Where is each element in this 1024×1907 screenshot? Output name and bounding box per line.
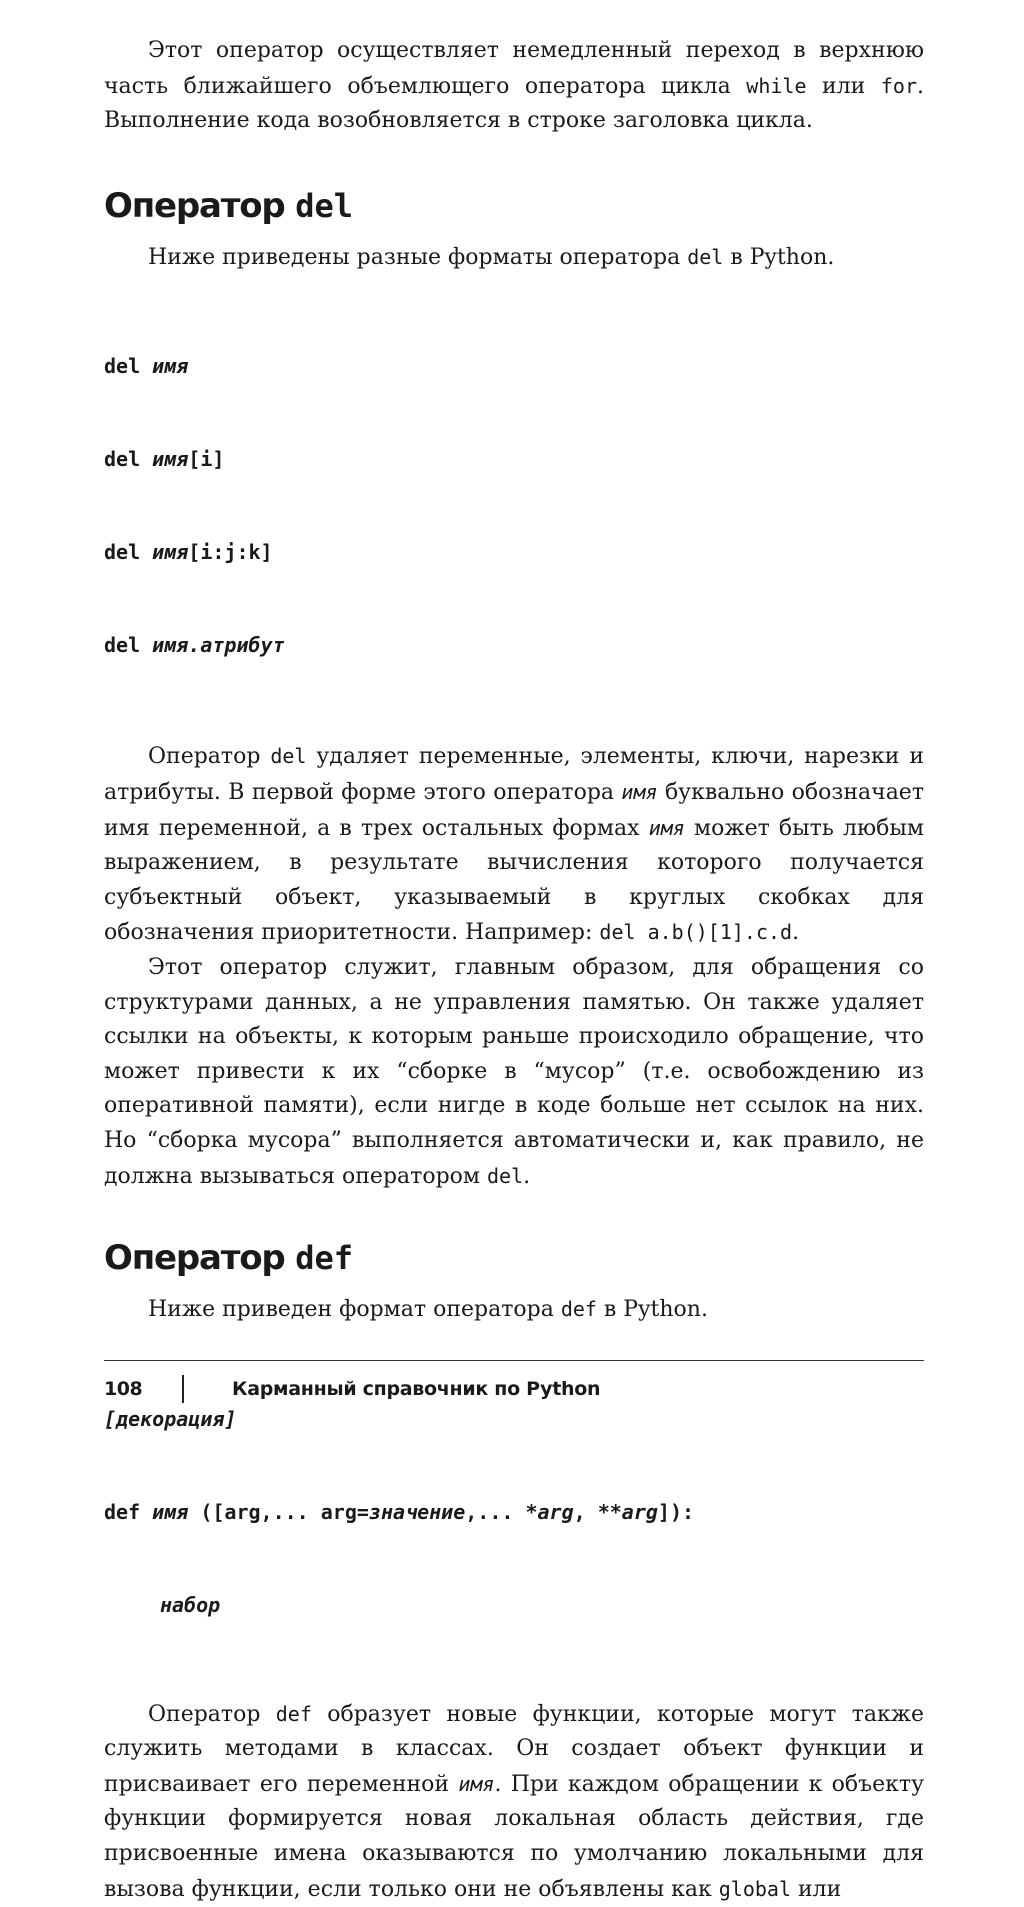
text-run: . Выполнение кода возобновляется в строке заголовка цикла.: [104, 73, 924, 134]
text-run: образует новые функции, которые могут также служить методами в классах. Он создает объект функции и присваивает его переменной: [104, 1701, 924, 1797]
inline-code: имя: [458, 1771, 495, 1796]
heading-word: Оператор: [104, 1238, 285, 1279]
text-run: удаляет переменные, элементы, ключи, нарезки и атрибуты. В первой форме этого оператора: [104, 744, 924, 805]
page-footer: [104, 1374, 600, 1404]
inline-code: del a.b()[1].c.d: [599, 920, 793, 945]
del-description: [104, 739, 924, 951]
code-line: del имя[i:j:k]: [104, 540, 273, 565]
inline-code: имя: [648, 815, 685, 840]
heading-code: def: [295, 1239, 353, 1278]
code-line: набор: [160, 1592, 221, 1617]
inline-code: del: [687, 244, 724, 269]
text-run: Оператор: [148, 744, 271, 770]
inline-code: del: [487, 1163, 524, 1188]
heading-def: [104, 1236, 924, 1280]
def-description: [104, 1697, 924, 1907]
text-run: . При каждом обращении к объекту функции формируется новая локальная область действия, где присвоенные имена оказываются по умолчанию локальными для вызова функции, если только они не объявлены как: [104, 1771, 925, 1902]
text-run: Этот оператор служит, главным образом, для обращения со структурами данных, а не управления памятью. Он также удаляет ссылки на объекты, к которым раньше происходило обращение, что может привести к их “сборке в “мусор” (т.е. освобождению из оперативной памяти), если нигде в коде больше нет ссылок на них. Но “сборка мусора” выполняется автоматически и, как правило, не должна вызываться оператором: [104, 954, 924, 1189]
text-run: или: [791, 1876, 842, 1902]
heading-word: Оператор: [104, 185, 285, 226]
inline-code: global: [718, 1876, 792, 1901]
page-number: 108: [104, 1378, 143, 1400]
footer-divider: [104, 1360, 924, 1361]
page-content: [104, 34, 924, 1907]
text-run: .: [792, 920, 800, 946]
inline-code: def: [275, 1701, 312, 1726]
inline-code: del: [270, 744, 307, 769]
inline-code: while: [746, 73, 807, 98]
heading-del: [104, 184, 924, 228]
def-lead: [104, 1292, 924, 1328]
code-line: def имя ([arg,... arg=значение,... *arg, **arg]):: [104, 1499, 695, 1524]
inline-code: имя: [621, 779, 658, 804]
text-run: Ниже приведены разные форматы оператора: [148, 244, 688, 270]
inline-code: for: [880, 73, 917, 98]
text-run: в Python.: [723, 244, 835, 270]
inline-code: def: [560, 1297, 597, 1322]
book-title: Карманный справочник по Python: [232, 1378, 601, 1400]
text-run: .: [523, 1163, 531, 1189]
code-line: del имя[i]: [104, 447, 225, 472]
text-run: может быть любым выражением, в результате вычисления которого получается субъектный объект, указываемый в круглых скобках для обозначения приоритетности. Например:: [104, 815, 924, 946]
del-syntax-block: [104, 289, 924, 723]
text-run: Оператор: [148, 1701, 276, 1727]
footer-separator: [182, 1375, 184, 1403]
text-run: или: [806, 73, 881, 99]
text-run: Этот оператор осуществляет немедленный переход в верхнюю часть ближайшего объемлющего оператора цикла: [104, 38, 924, 99]
del-memory-note: [104, 951, 924, 1194]
text-run: в Python.: [596, 1297, 708, 1323]
code-line: del имя.атрибут: [104, 633, 285, 658]
code-line: [декорация]: [104, 1406, 237, 1431]
heading-code: del: [295, 186, 353, 225]
text-run: Ниже приведен формат оператора: [148, 1297, 561, 1323]
del-lead: [104, 240, 924, 276]
text-run: буквально обозначает имя переменной, а в трех остальных формах: [104, 779, 925, 841]
code-line: del имя: [104, 354, 189, 379]
intro-paragraph: [104, 34, 924, 139]
